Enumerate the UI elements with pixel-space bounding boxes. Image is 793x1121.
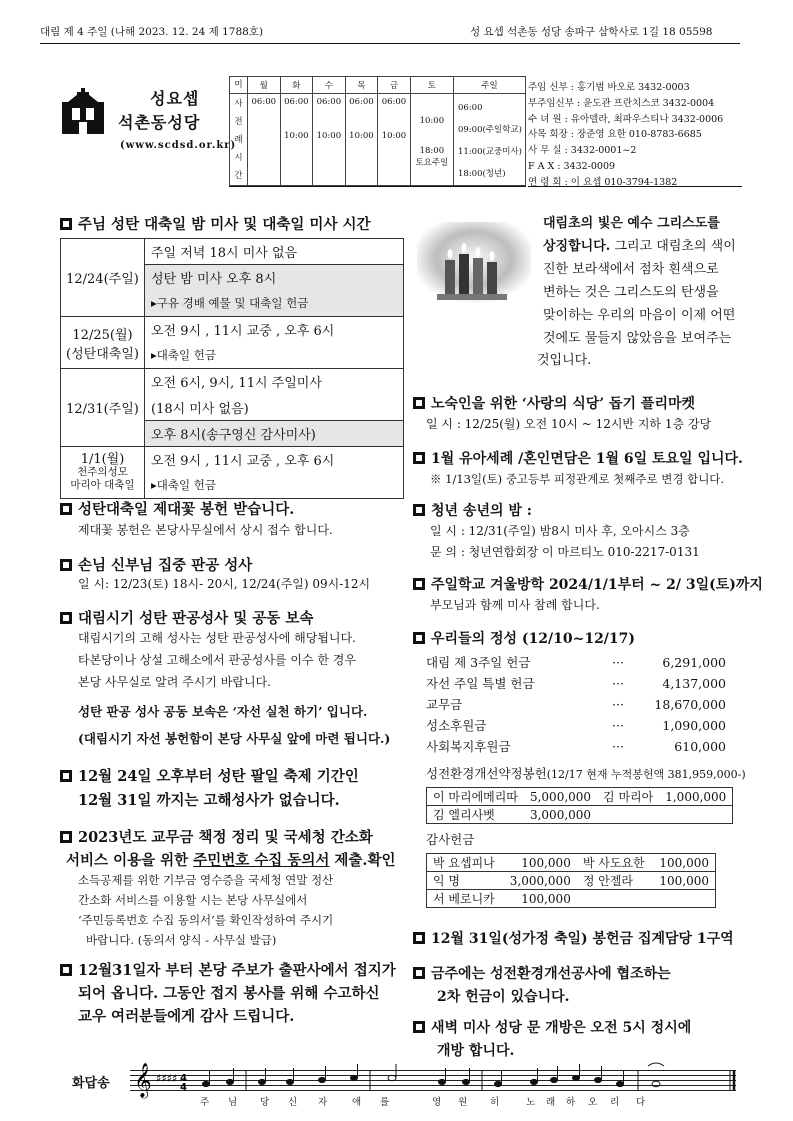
giving-amount: 18,670,000 [654, 697, 726, 712]
candle-text: 것입니다. [537, 353, 592, 368]
mass-info: ▸대축일 헌금 [145, 473, 404, 499]
church-url: (www.scdsd.or.kr) [120, 140, 237, 151]
day-mon: 월 [248, 77, 281, 94]
mass-info: 오전 9시 , 11시 교중 , 오후 6시 [145, 447, 404, 473]
day-fri: 금 [378, 77, 411, 94]
mass-section-title: 주님 성탄 대축일 밤 미사 및 대축일 미사 시간 [60, 213, 371, 234]
giving-dots: ··· [612, 697, 624, 712]
svg-text:4: 4 [180, 1082, 187, 1093]
staff-pastor: 주임 신부 : 홍기범 바오로 3432-0003 [528, 82, 690, 93]
psalm-lyrics: 주 님 당 신 자 애 를 영 원 히 노 래 하 오 리 다 [200, 1097, 646, 1108]
giving-dots: ··· [612, 718, 624, 733]
school-title: 주일학교 겨울방학 2024/1/1부터 ~ 2/ 3일(토)까지 [413, 574, 763, 594]
candle-text: 상징합니다. 그리고 대림초의 색이 [543, 239, 736, 254]
table-row: 서 베로니카 100,000 [427, 890, 716, 908]
svg-text:𝄞: 𝄞 [134, 1063, 152, 1098]
youth-title: 청년 송년의 밤 : [413, 500, 532, 520]
mass-info: ▸대축일 헌금 [145, 343, 404, 369]
sat-times: 10:00 18:00 토요주일 [410, 94, 453, 186]
giving-amount: 1,090,000 [662, 718, 726, 733]
thanks-donor-table [426, 853, 716, 908]
giving-amount: 610,000 [674, 739, 726, 754]
day-sun: 주일 [454, 77, 526, 94]
candle-text: 것에도 물들지 않았음을 보여주는 [543, 331, 732, 346]
confession-line: (대림시기 자선 봉헌함이 본당 사무실 앞에 마련 됩니다.) [78, 731, 391, 746]
tax-line: 바랍니다. (동의서 양식 - 사무실 발급) [86, 933, 277, 947]
fold-title-3: 교우 여러분들에게 감사 드립니다. [78, 1008, 295, 1025]
giving-label: 교무금 [426, 697, 463, 712]
candle-text: 진한 보라색에서 점차 흰색으로 [543, 262, 719, 277]
octave-title-2: 12월 31일 까지는 고해성사가 없습니다. [78, 792, 340, 809]
baptism-body: ※ 1/13일(토) 중고등부 피정관계로 첫째주로 변경 합니다. [430, 472, 725, 486]
renovation-donor-table [426, 787, 733, 824]
table-row: 김 엘리사벳 3,000,000 [427, 806, 733, 824]
day-sat: 토 [410, 77, 453, 94]
schedule-rule [229, 186, 526, 187]
svg-text:4: 4 [180, 1073, 187, 1084]
church-logo-icon [62, 88, 104, 134]
school-body: 부모님과 함께 미사 참례 합니다. [430, 598, 600, 612]
mass-info: 주일 저녁 18시 미사 없음 [145, 239, 404, 265]
day-wed: 수 [313, 77, 346, 94]
giving-list [426, 653, 726, 763]
tax-line: ‘주민등록번호 수집 동의서’를 확인작성하여 주시기 [78, 913, 334, 927]
wed-times: 06:00 10:00 [313, 94, 346, 186]
staff-fax: F A X : 3432-0009 [528, 160, 616, 172]
giving-dots: ··· [612, 739, 624, 754]
schedule-label-cell: 사 전 례 시 간 [230, 94, 248, 186]
market-title: 노숙인을 위한 ‘사랑의 식당’ 돕기 플리마켓 [413, 393, 695, 413]
day-tue: 화 [280, 77, 313, 94]
giving-dots: ··· [612, 676, 624, 691]
church-name-line2: 석촌동성당 [118, 113, 201, 132]
mon-times: 06:00 [248, 94, 281, 186]
table-row: 박 요셉피나 100,000 박 사도요한 100,000 [427, 854, 716, 872]
giving-label: 성소후원금 [426, 718, 487, 733]
giving-amount: 4,137,000 [662, 676, 726, 691]
staff-office: 사 무 실 : 3432-0001~2 [528, 145, 637, 157]
collection-title: 12월 31일(성가정 축일) 봉헌금 집계담당 1구역 [413, 928, 734, 948]
confession-line: 성탄 판공 성사 공동 보속은 ‘자선 실천 하기’ 입니다. [78, 704, 368, 719]
header-rule [40, 43, 740, 44]
mass-info: 오전 9시 , 11시 교중 , 오후 6시 [145, 317, 404, 343]
visit-title: 손님 신부님 집중 판공 성사 [60, 554, 252, 575]
youth-line: 일 시 : 12/31(주일) 밤8시 미사 후, 오아시스 3층 [430, 524, 690, 538]
mass-info: 성탄 밤 미사 오후 8시 [145, 265, 404, 291]
confession-title: 대림시기 성탄 판공성사 및 공동 보속 [60, 607, 313, 628]
giving-dots: ··· [612, 655, 624, 670]
candle-text: 맞이하는 우리의 마음이 이제 어떤 [543, 308, 736, 323]
giving-title: 우리들의 정성 (12/10~12/17) [413, 628, 635, 648]
staff-directory [528, 80, 723, 191]
church-name-line1: 성요셉 [150, 89, 200, 108]
mass-info: 오후 8시(송구영신 감사미사) [145, 421, 404, 447]
door-title: 새벽 미사 성당 문 개방은 오전 5시 정시에 [413, 1017, 691, 1037]
giving-label: 대림 제 3주일 헌금 [426, 655, 531, 670]
staff-funeral: 연 령 회 : 이 요셉 010-3794-1382 [528, 176, 678, 188]
svg-text:♯♯♯♯: ♯♯♯♯ [156, 1072, 178, 1085]
candle-text: 대림초의 빛은 예수 그리스도를 [543, 216, 720, 231]
table-row: 이 마리에메리따 5,000,000 김 마리아 1,000,000 [427, 788, 733, 806]
thanks-title: 감사헌금 [426, 832, 475, 847]
tax-title: 2023년도 교무금 책정 정리 및 국세청 간소화 [60, 826, 373, 847]
mass-info: ▸구유 경배 예물 및 대축일 헌금 [145, 291, 404, 317]
confession-line: 타본당이나 상설 고해소에서 판공성사를 이수 한 경우 [78, 653, 356, 667]
flower-body: 제대꽃 봉헌은 본당사무실에서 상시 접수 합니다. [78, 523, 333, 537]
christmas-mass-table [60, 238, 404, 499]
octave-title: 12월 24일 오후부터 성탄 팔일 축제 기간인 [60, 765, 359, 786]
renovation2-title: 금주에는 성전환경개선공사에 협조하는 [413, 963, 671, 983]
staff-rule [528, 186, 742, 187]
mass-info: 오전 6시, 9시, 11시 주일미사 [145, 369, 404, 395]
renovation-title: 성전환경개선약정봉헌(12/17 현재 누적봉헌액 381,959,000-) [426, 766, 746, 781]
staff-assistant: 부주임신부 : 윤도관 프란치스코 3432-0004 [528, 97, 715, 109]
giving-label: 자선 주일 특별 헌금 [426, 676, 535, 691]
fri-times: 06:00 10:00 [378, 94, 411, 186]
fold-title: 12월31일자 부터 본당 주보가 출판사에서 접지가 [60, 959, 396, 980]
date-1225: 12/25(월) (성탄대축일) [61, 317, 145, 369]
church-address: 성 요셉 석촌동 성당 송파구 삼학사로 1길 18 05598 [470, 26, 713, 38]
flower-title: 성탄대축일 제대꽃 봉헌 받습니다. [60, 498, 294, 519]
issue-info: 대림 제 4 주일 (나해 2023. 12. 24 제 1788호) [40, 26, 264, 38]
baptism-title: 1월 유아세례 /혼인면담은 1월 6일 토요일 입니다. [413, 448, 743, 468]
tax-title-2: 서비스 이용을 위한 주민번호 수집 동의서 제출.확인 [66, 852, 396, 869]
confession-line: 대림시기의 고해 성사는 성탄 판공성사에 해당됩니다. [78, 631, 356, 645]
giving-label: 사회복지후원금 [426, 739, 511, 754]
schedule-label-cell: 미 [230, 77, 248, 94]
door-title-2: 개방 합니다. [437, 1043, 515, 1059]
tax-line: 소득공제를 위한 기부금 영수증을 국세청 연말 정산 [78, 873, 334, 887]
confession-line: 본당 사무실로 알려 주시기 바랍니다. [78, 675, 271, 689]
advent-candles-icon [417, 222, 531, 304]
date-1224: 12/24(주일) [61, 239, 145, 317]
staff-convent: 수 녀 원 : 유아델라, 최파우스티나 3432-0006 [528, 113, 724, 125]
giving-amount: 6,291,000 [662, 655, 726, 670]
renovation2-title-2: 2차 헌금이 있습니다. [437, 989, 570, 1005]
mass-schedule-table [229, 76, 526, 186]
date-1231: 12/31(주일) [61, 369, 145, 447]
table-row: 익 명 3,000,000 정 안젤라 100,000 [427, 872, 716, 890]
candle-text: 변하는 것은 그리스도의 탄생을 [543, 285, 719, 300]
date-0101: 1/1(월) 천주의성모 마리아 대축일 [61, 447, 145, 499]
mass-info: (18시 미사 없음) [145, 395, 404, 421]
staff-council: 사목 회장 : 장준영 요한 010-8783-6685 [528, 129, 702, 141]
day-thu: 목 [345, 77, 378, 94]
visit-body: 일 시: 12/23(토) 18시- 20시, 12/24(주일) 09시-12시 [78, 577, 371, 591]
youth-line: 문 의 : 청년연합회장 이 마르티노 010-2217-0131 [430, 545, 700, 559]
tax-line: 간소화 서비스를 이용할 시는 본당 사무실에서 [78, 893, 308, 907]
psalm-label: 화답송 [72, 1076, 110, 1091]
sun-times: 06:00 09:00(주일학교) 11:00(교중미사) 18:00(청년) [454, 94, 526, 186]
tue-times: 06:00 10:00 [280, 94, 313, 186]
thu-times: 06:00 10:00 [345, 94, 378, 186]
market-body: 일 시 : 12/25(월) 오전 10시 ~ 12시반 지하 1층 강당 [426, 417, 712, 431]
fold-title-2: 되어 옵니다. 그동안 접지 봉사를 위해 수고하신 [78, 985, 380, 1002]
